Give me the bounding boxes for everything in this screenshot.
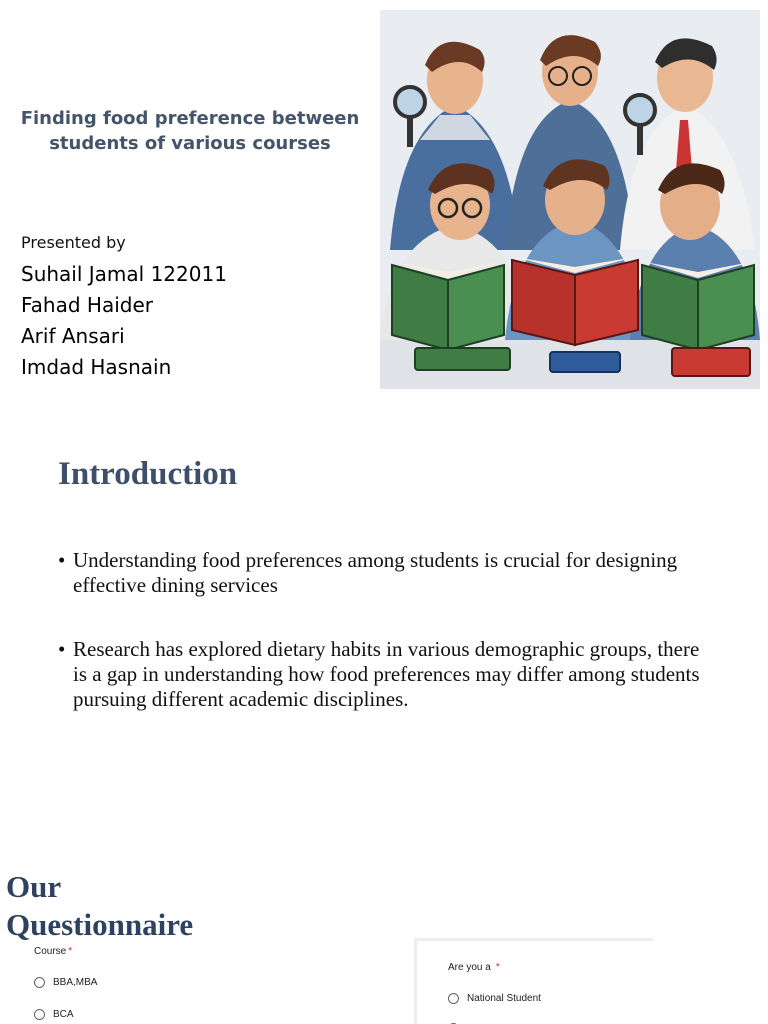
title-slide <box>0 0 768 400</box>
radio-option[interactable] <box>34 977 97 988</box>
question-label <box>448 962 500 973</box>
bullet-text: Understanding food preferences among students is crucial for designing effective dining services <box>73 548 678 597</box>
title-line-2: students of various courses <box>49 133 331 154</box>
introduction-slide <box>0 420 768 820</box>
radio-circle-icon[interactable] <box>448 993 459 1004</box>
question-label <box>34 946 72 957</box>
green-book-icon <box>392 262 504 350</box>
red-book-icon <box>512 257 638 345</box>
required-mark: * <box>495 962 500 973</box>
title-line-1: Finding food preference between <box>20 108 360 129</box>
green-book-icon <box>642 262 754 350</box>
option-label: BCA <box>53 1009 74 1020</box>
presenter-name: Arif Ansari <box>21 324 125 348</box>
course-question-card <box>22 938 322 1024</box>
radio-option[interactable] <box>448 993 541 1004</box>
student-type-question-card <box>414 938 653 1024</box>
bullet-item <box>58 548 718 598</box>
bullet-text: Research has explored dietary habits in various demographic groups, there is a gap in understanding how food preferences may differ among students pursuing different academic disciplines. <box>73 637 700 711</box>
desk-book-icon <box>415 348 510 370</box>
presenter-name: Suhail Jamal 122011 <box>21 262 227 286</box>
question-text: Are you a <box>448 962 491 973</box>
radio-circle-icon[interactable] <box>34 977 45 988</box>
bullet-list <box>58 548 718 751</box>
bullet-icon: • <box>58 548 66 572</box>
presenter-name: Fahad Haider <box>21 293 153 317</box>
slide-title <box>6 868 193 944</box>
presenter-list <box>21 259 227 383</box>
students-reading-illustration <box>380 10 760 389</box>
required-mark: * <box>68 946 73 957</box>
title-line-1: Our <box>6 869 62 904</box>
radio-circle-icon[interactable] <box>34 1009 45 1020</box>
title-line-2: Questionnaire <box>6 907 194 942</box>
bullet-icon: • <box>58 637 66 661</box>
slide-title: Introduction <box>58 456 238 492</box>
option-label: National Student <box>467 993 541 1004</box>
radio-option[interactable] <box>34 1009 74 1020</box>
presenter-name: Imdad Hasnain <box>21 355 172 379</box>
questionnaire-slide <box>0 862 768 1024</box>
desk-book-icon <box>550 352 620 372</box>
question-text: Course <box>34 946 67 957</box>
presentation-title <box>20 106 360 156</box>
desk-book-icon <box>672 348 750 376</box>
option-label: BBA,MBA <box>53 977 98 988</box>
presented-by-label: Presented by <box>21 233 126 252</box>
bullet-item <box>58 637 718 712</box>
